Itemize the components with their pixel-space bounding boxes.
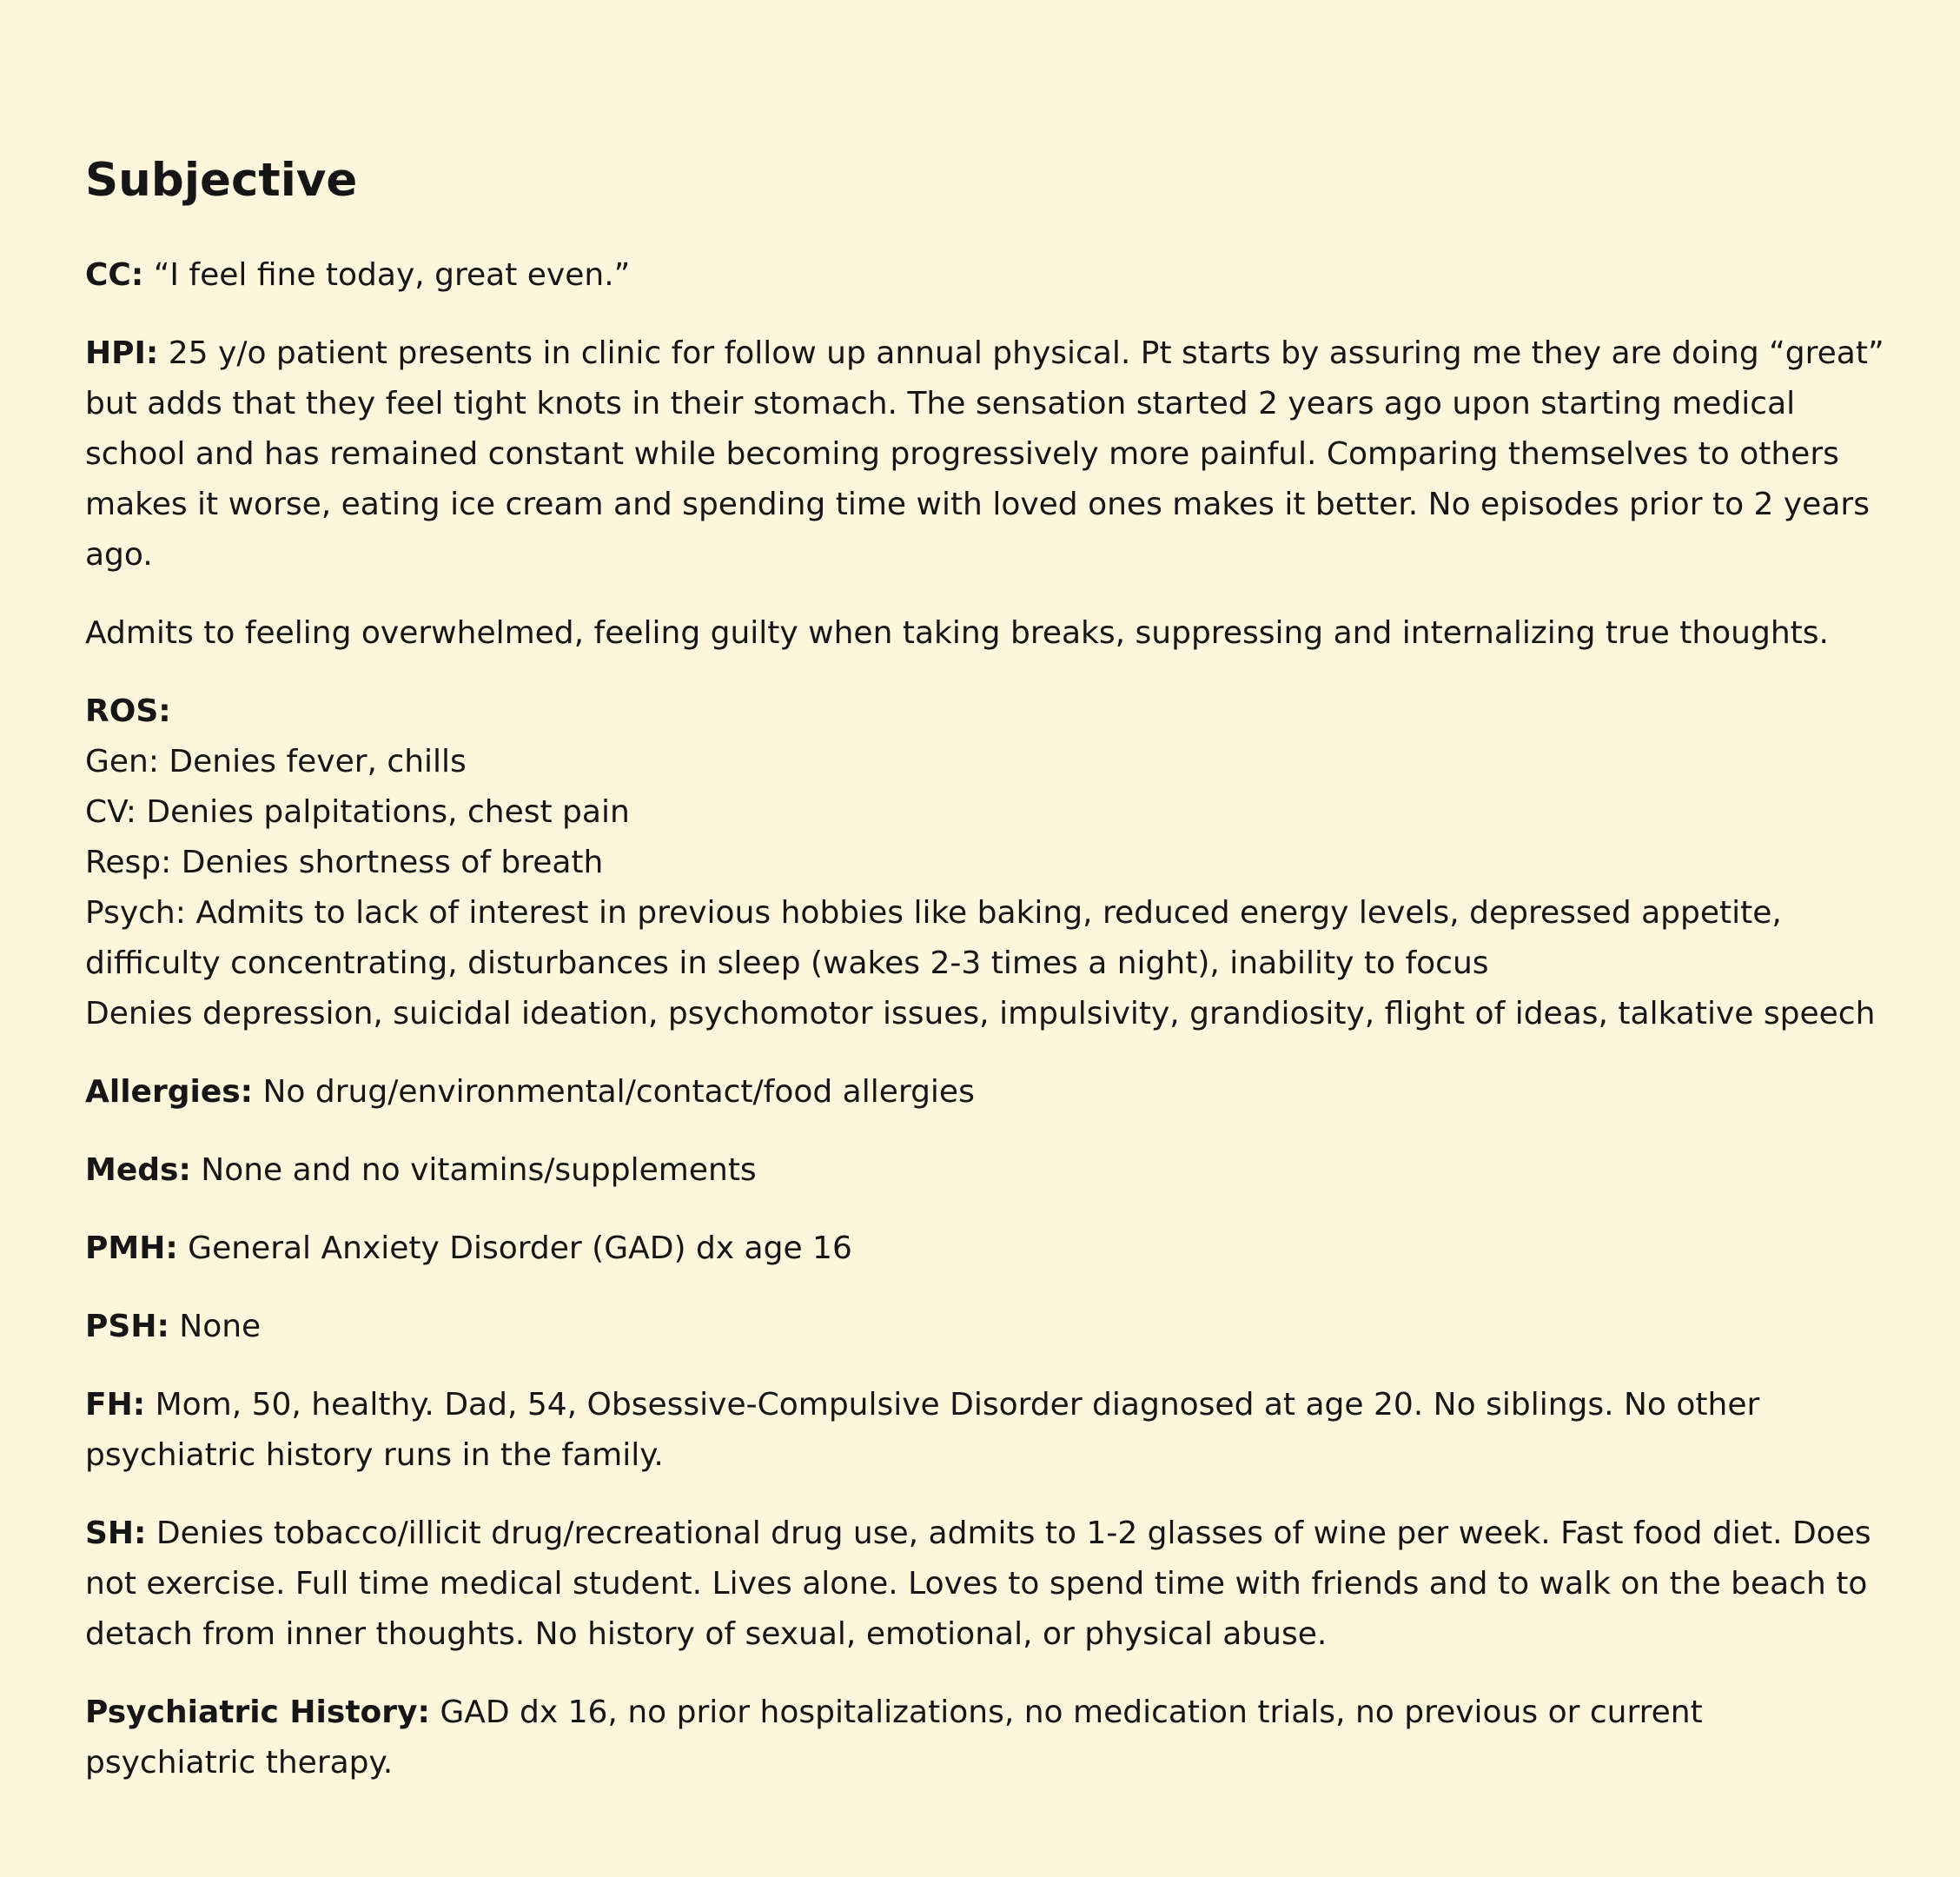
ros-cv: CV: Denies palpitations, chest pain [85, 794, 630, 830]
cc-paragraph [85, 250, 1892, 301]
cc-label: CC: [85, 257, 144, 293]
ros-psych: Psych: Admits to lack of interest in previous hobbies like baking, reduced energy levels, depressed appetite, difficulty concentrating, disturbances in sleep (wakes 2-3 times a night), inability to focus [85, 895, 1782, 981]
subjective-document [85, 149, 1892, 1816]
hpi-text: 25 y/o patient presents in clinic for follow up annual physical. Pt starts by assuring me they are doing “great” but adds that they feel tight knots in their stomach. The sensation started 2 years ago upon starting medical school and has remained constant while becoming progressively more painful. Comparing themselves to others makes it worse, eating ice cream and spending time with loved ones makes it better. No episodes prior to 2 years ago. [85, 335, 1884, 573]
ros-block [85, 686, 1892, 1039]
ros-denies: Denies depression, suicidal ideation, psychomotor issues, impulsivity, grandiosity, flight of ideas, talkative speech [85, 996, 1876, 1031]
psychiatric-history-paragraph [85, 1688, 1718, 1788]
fh-text: Mom, 50, healthy. Dad, 54, Obsessive-Compulsive Disorder diagnosed at age 20. No siblings. No other psychiatric history runs in the family. [85, 1387, 1760, 1473]
psh-label: PSH: [85, 1309, 169, 1344]
psychiatric-history-label: Psychiatric History: [85, 1695, 430, 1730]
meds-paragraph [85, 1145, 1892, 1196]
hpi-label: HPI: [85, 335, 159, 371]
psychiatric-history-text: GAD dx 16, no prior hospitalizations, no medication trials, no previous or current psychiatric therapy. [85, 1695, 1703, 1781]
hpi-paragraph [85, 328, 1892, 580]
sh-label: SH: [85, 1516, 147, 1551]
allergies-paragraph [85, 1067, 1892, 1118]
fh-paragraph [85, 1380, 1892, 1481]
psh-text: None [169, 1309, 262, 1344]
cc-text: “I feel fine today, great even.” [143, 257, 631, 293]
allergies-text: No drug/environmental/contact/food allergies [253, 1074, 975, 1110]
psh-paragraph [85, 1302, 1892, 1352]
pmh-label: PMH: [85, 1230, 178, 1266]
sh-text: Denies tobacco/illicit drug/recreational drug use, admits to 1-2 glasses of wine per week. Fast food diet. Does not exercise. Full time medical student. Lives alone. Loves to spend time with friends and to walk on the beach to detach from inner thoughts. No history of sexual, emotional, or physical abuse. [85, 1516, 1871, 1652]
section-title: Subjective [85, 154, 358, 207]
ros-resp: Resp: Denies shortness of breath [85, 845, 604, 880]
pmh-text: General Anxiety Disorder (GAD) dx age 16 [177, 1230, 852, 1266]
fh-label: FH: [85, 1387, 146, 1423]
allergies-label: Allergies: [85, 1074, 254, 1110]
sh-paragraph [85, 1509, 1892, 1660]
meds-label: Meds: [85, 1152, 191, 1188]
pmh-paragraph [85, 1224, 1892, 1274]
ros-gen: Gen: Denies fever, chills [85, 744, 467, 779]
ros-label: ROS: [85, 693, 171, 729]
admits-paragraph: Admits to feeling overwhelmed, feeling guilty when taking breaks, suppressing and internalizing true thoughts. [85, 615, 1829, 651]
meds-text: None and no vitamins/supplements [190, 1152, 757, 1188]
